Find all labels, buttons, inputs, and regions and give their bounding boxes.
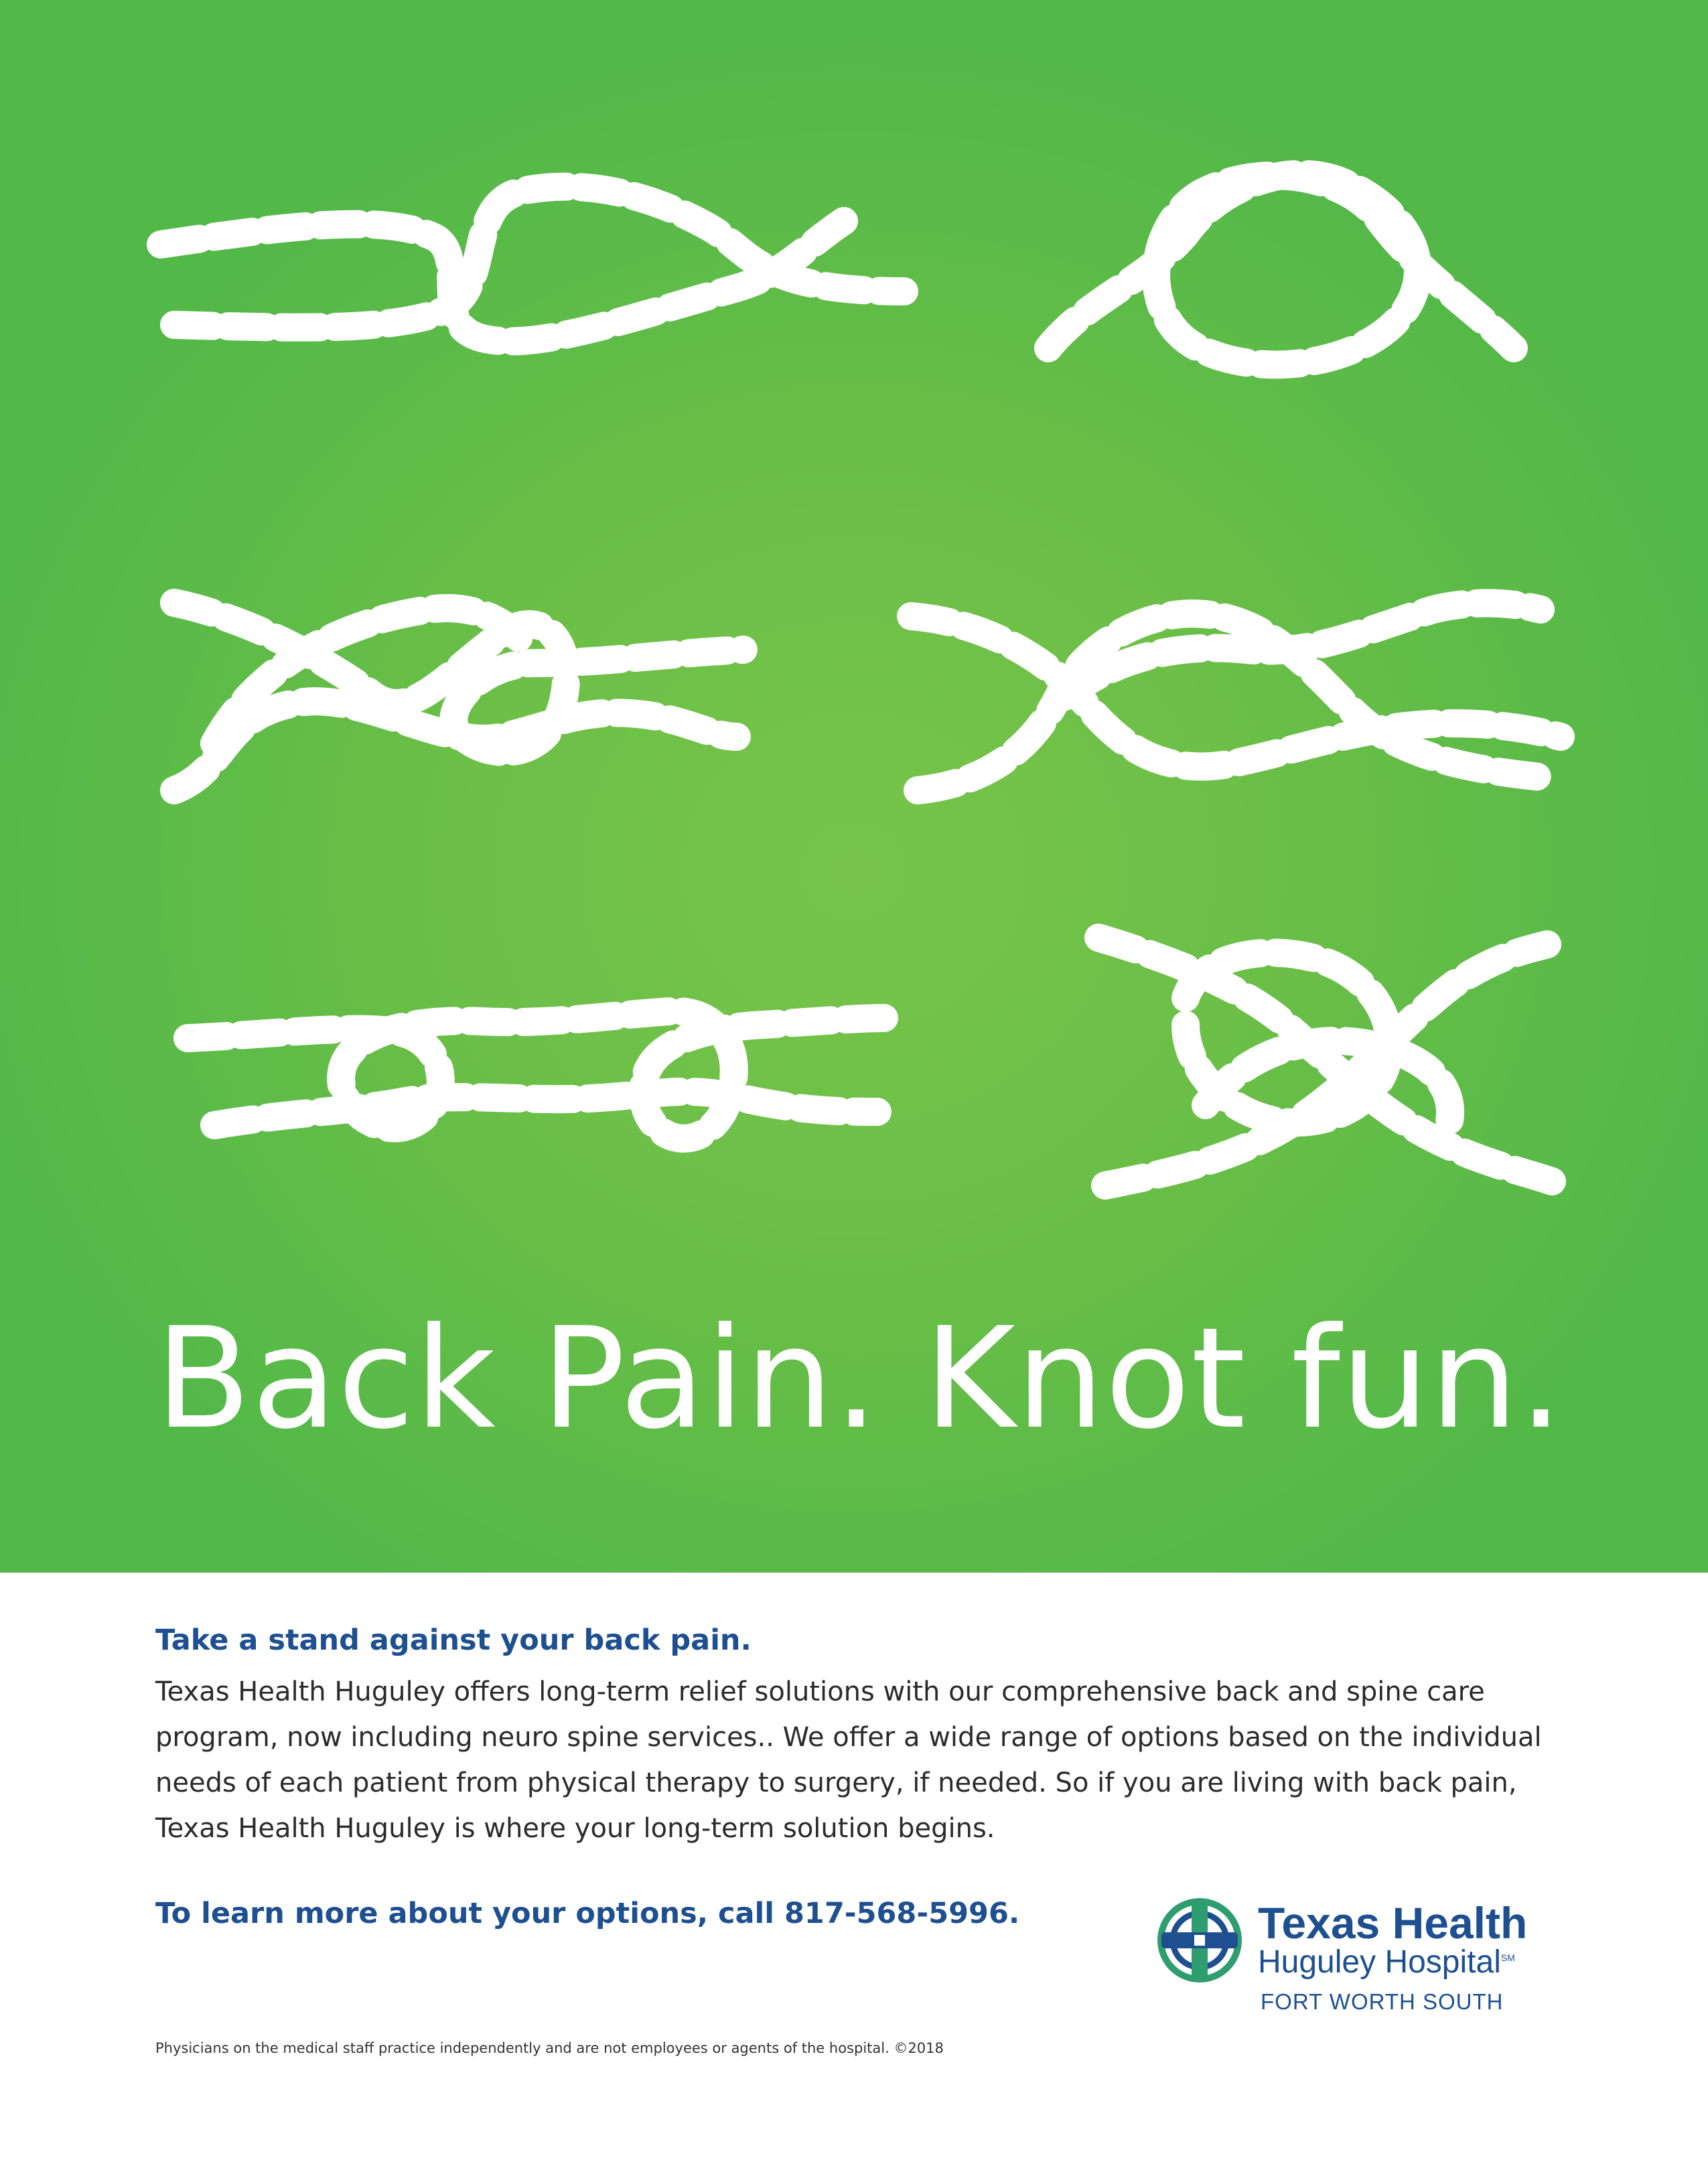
service-mark: SM [1500,1952,1515,1963]
body-paragraph: Texas Health Huguley offers long-term relief solutions with our comprehensive back and spine care program, now including neuro spine services.. We offer a wide range of options based on the individual needs of each patient from physical therapy to surgery, if needed. So if you are living with back pain, Texas Health Huguley is where your long-term solution begins. [155,1676,1542,1844]
rope-knot-6 [1085,918,1567,1206]
disclaimer: Physicians on the medical staff practice independently and are not employees or agents of the hospital. ©2018 [155,2040,944,2056]
logo-hospital-line [1258,1946,1515,1978]
rope-knot-4 [898,576,1567,817]
rope-knot-5 [174,958,898,1172]
hospital-logo [1156,1897,1571,2014]
headline: Back Pain. Knot fun. [155,1298,1564,1460]
logo-location: FORT WORTH SOUTH [1261,1989,1504,2014]
rope-knot-1 [147,151,924,399]
rope-knot-2 [1031,147,1527,415]
logo-name: Texas Health [1258,1898,1528,1948]
call-to-action: To learn more about your options, call 817-568-5996. [155,1897,1020,1930]
cross-rings-icon [1156,1897,1243,1984]
logo-hospital-name: Huguley Hospital [1258,1944,1501,1980]
subheading: Take a stand against your back pain. [155,1624,752,1657]
rope-knot-3 [161,576,764,817]
